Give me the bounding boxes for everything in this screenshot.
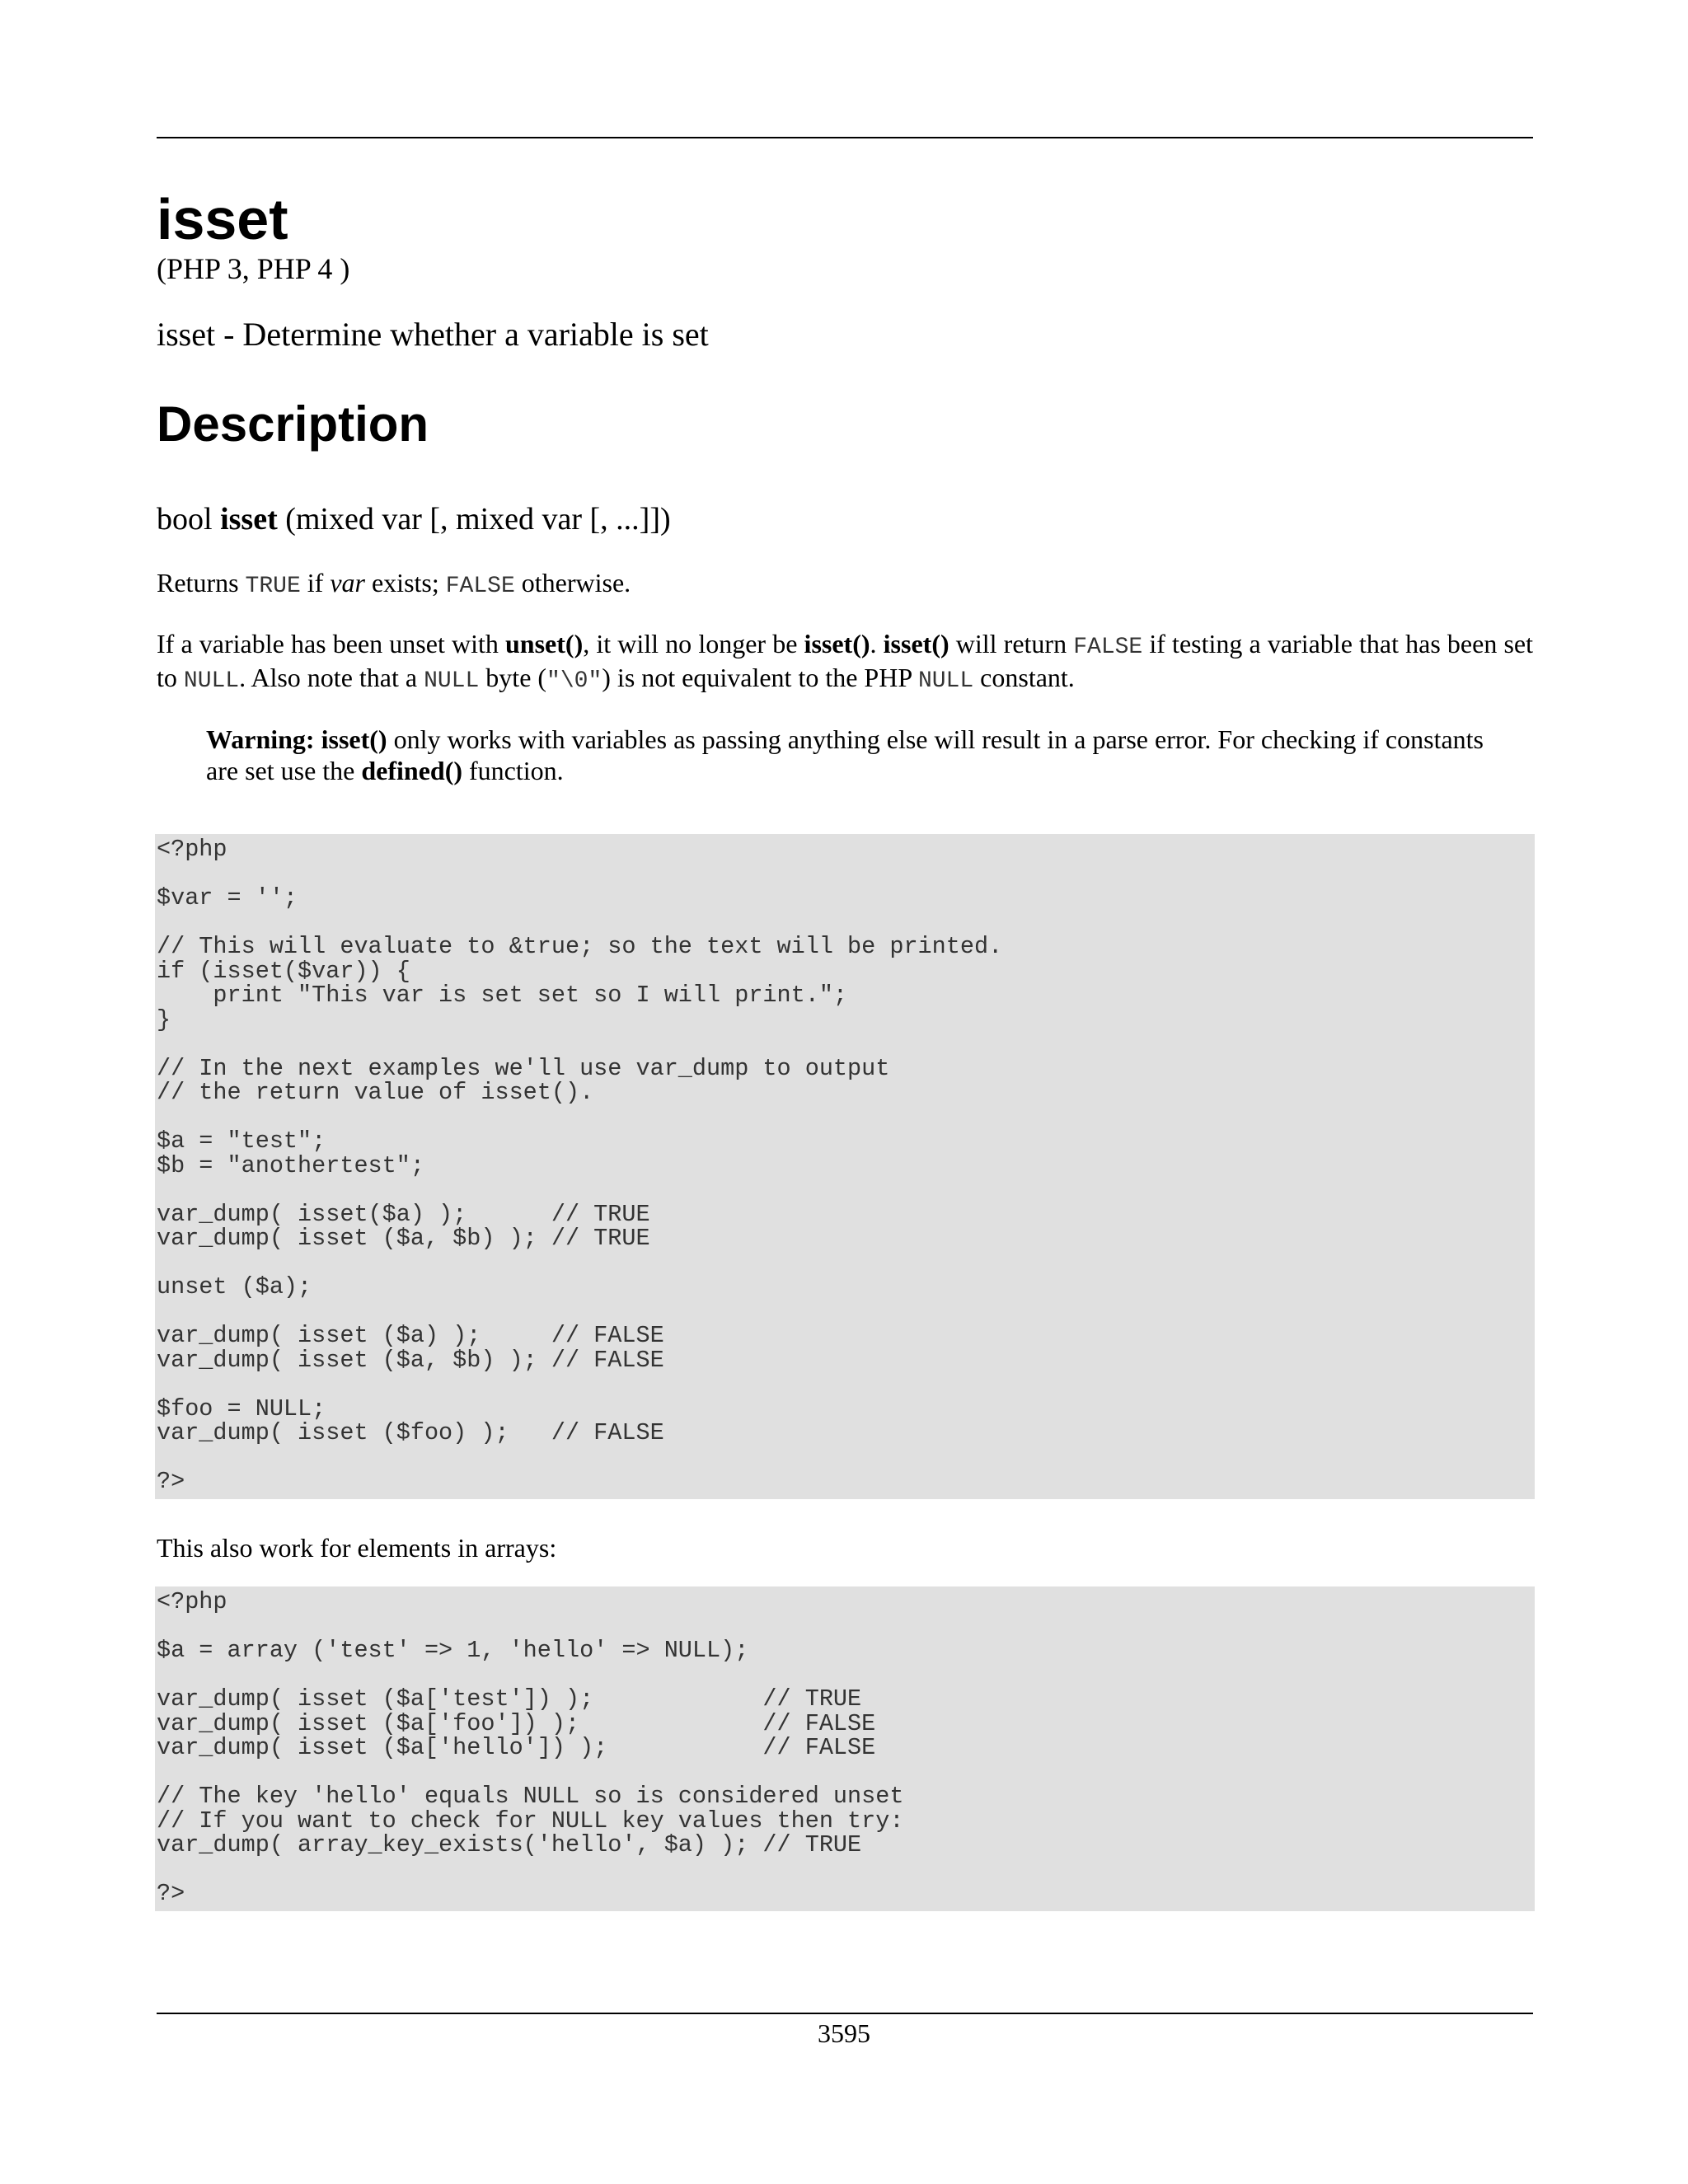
text-run (315, 724, 321, 754)
code-example-variables: <?php $var = ''; // This will evaluate to &true; so the text will be printed. if (isset($var)) { print "This var is set set so I will print."; } // In the next examples we'll use var_dump to output // the return value of isset(). $a = "test"; $b = "anothertest"; var_dump( isset($a) ); // TRUE var_dump( isset ($a, $b) ); // TRUE unset ($a); var_dump( isset ($a) ); // FALSE var_dump( isset ($a, $b) ); // FALSE $foo = NULL; var_dump( isset ($foo) ); // FALSE ?> (155, 834, 1535, 1499)
function-name: isset (220, 502, 278, 537)
section-title-description: Description (157, 396, 429, 452)
returns-paragraph (157, 567, 1533, 601)
text-run: function. (462, 755, 564, 785)
page-title: isset (157, 187, 288, 251)
function-synopsis (157, 501, 1533, 539)
text-run: Returns (157, 567, 246, 598)
php-versions: (PHP 3, PHP 4 ) (157, 252, 350, 285)
text-run: byte ( (479, 662, 547, 692)
text-run: . Also note that a (239, 662, 424, 692)
return-type: bool (157, 502, 221, 537)
text-run: only works with variables as passing anything else will result in a parse error. For checking if constants are set use the (206, 724, 1484, 785)
content (157, 181, 1533, 1911)
bottom-rule (157, 2013, 1533, 2014)
text-run: if (300, 567, 331, 598)
isset-function-ref: isset() (321, 724, 387, 754)
text-run: , it will no longer be (583, 629, 804, 659)
null-constant: NULL (183, 668, 240, 694)
refname: isset - Determine whether a variable is set (157, 316, 709, 354)
isset-function-ref: isset() (804, 629, 870, 659)
defined-function-ref: defined() (361, 755, 463, 785)
text-run: ) is not equivalent to the PHP (602, 662, 918, 692)
warning-note (206, 724, 1484, 787)
unset-function-ref: unset() (505, 629, 584, 659)
top-rule (157, 137, 1533, 138)
warning-label: Warning: (206, 724, 315, 754)
text-run: otherwise. (514, 567, 631, 598)
null-constant: NULL (917, 668, 974, 694)
false-constant: FALSE (445, 573, 515, 599)
function-params: (mixed var [, mixed var [, ...]]) (277, 502, 671, 537)
true-constant: TRUE (245, 573, 301, 599)
text-run: exists; (364, 567, 446, 598)
unset-paragraph (157, 628, 1533, 695)
page-number: 3595 (818, 2018, 870, 2048)
text-run: constant. (973, 662, 1075, 692)
code-example-arrays: <?php $a = array ('test' => 1, 'hello' => NULL); var_dump( isset ($a['test']) ); // TRUE var_dump( isset ($a['foo']) ); // FALSE var_dump( isset ($a['hello']) ); // FALSE // The key 'hello' equals NULL so is considered unset // If you want to check for NULL key values then try: var_dump( array_key_exists('hello', $a) ); // TRUE ?> (155, 1586, 1535, 1911)
false-constant: FALSE (1073, 635, 1143, 661)
text-run: if testing a variable that has been set to (157, 629, 1534, 692)
text-run: . (870, 629, 884, 659)
null-constant: NULL (424, 668, 480, 694)
text-run: If a variable has been unset with (157, 629, 505, 659)
text-run: will return (949, 629, 1074, 659)
null-byte-literal: "\0" (546, 668, 603, 694)
arrays-paragraph: This also work for elements in arrays: (157, 1532, 557, 1563)
var-parameter: var (330, 567, 365, 598)
isset-function-ref: isset() (883, 629, 950, 659)
